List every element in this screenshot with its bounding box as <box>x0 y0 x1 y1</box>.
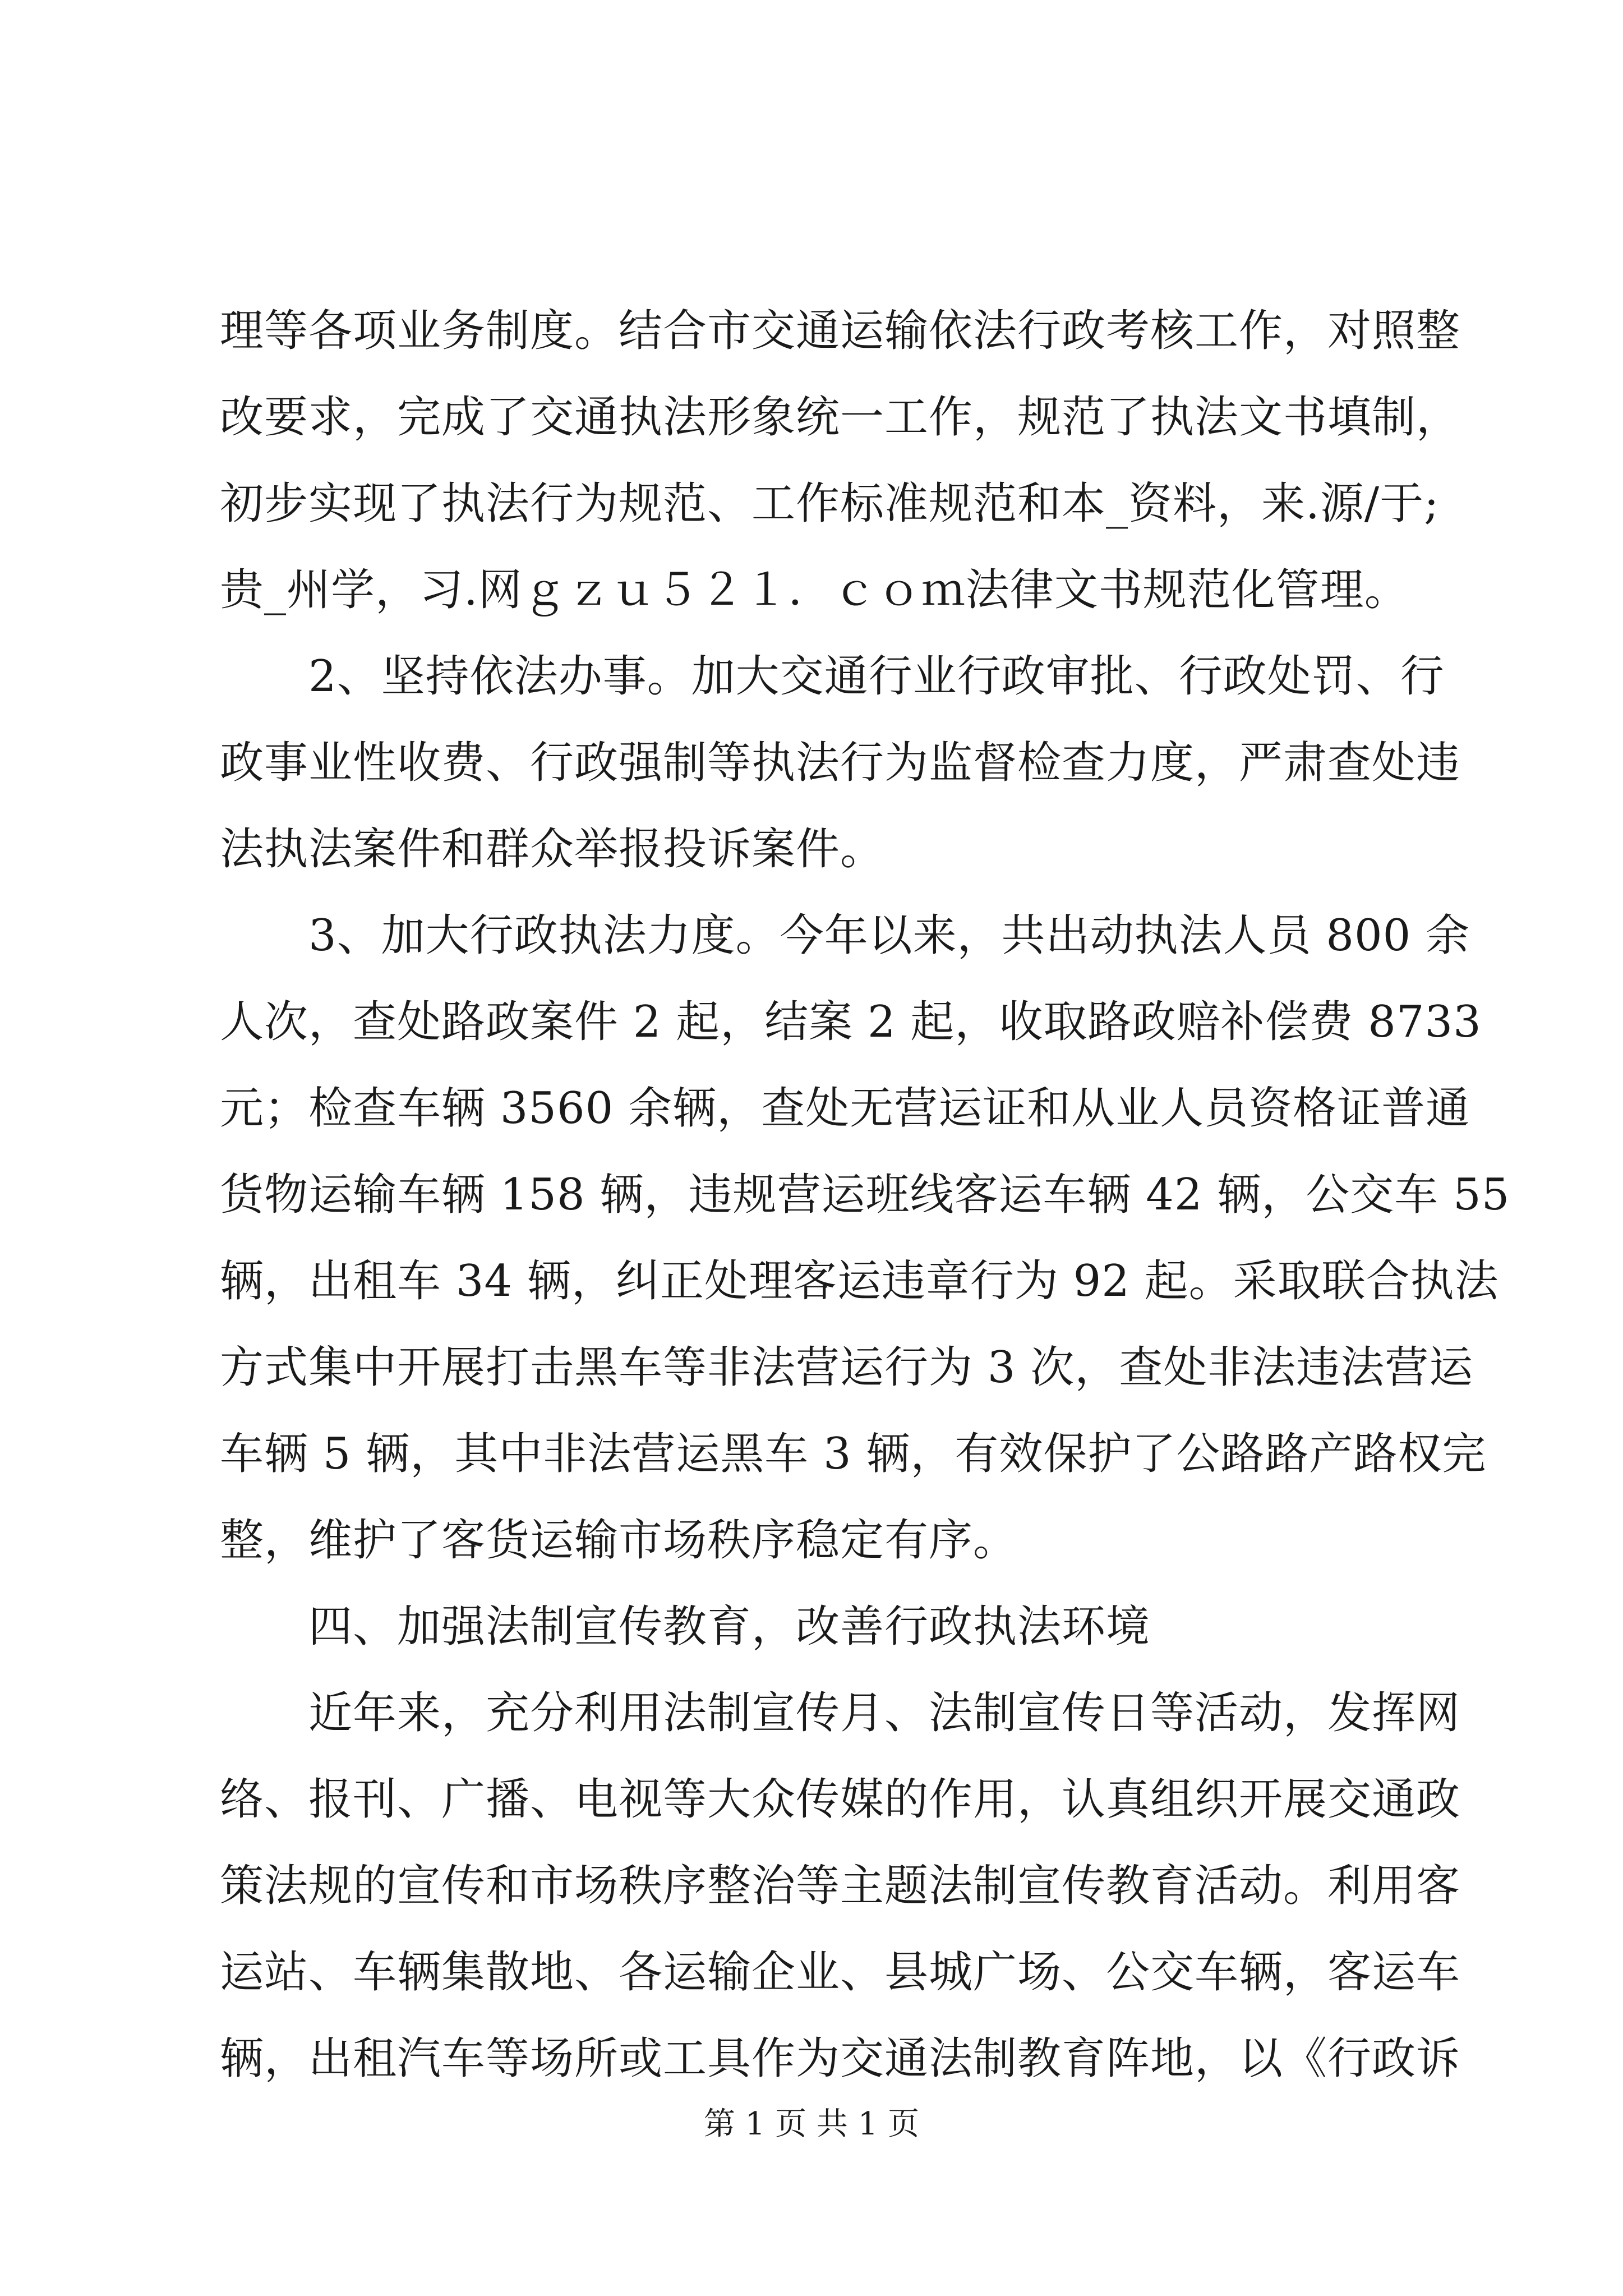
section-heading: 四、加强法制宣传教育，改善行政执法环境 <box>220 1602 1151 1652</box>
text-line: 货物运输车辆 158 辆，违规营运班线客运车辆 42 辆，公交车 55 <box>220 1170 1510 1220</box>
text-line: 近年来，充分利用法制宣传月、法制宣传日等活动，发挥网 <box>220 1688 1461 1738</box>
text-line: 改要求，完成了交通执法形象统一工作，规范了执法文书填制， <box>220 392 1461 443</box>
text-line: 整，维护了客货运输市场秩序稳定有序。 <box>220 1515 1018 1566</box>
text-line: 方式集中开展打击黑车等非法营运行为 3 次，查处非法违法营运 <box>220 1342 1474 1393</box>
text-line: 运站、车辆集散地、各运输企业、县城广场、公交车辆，客运车 <box>220 1947 1461 1998</box>
text-line: 法执法案件和群众举报投诉案件。 <box>220 824 885 875</box>
text-line: 辆，出租汽车等场所或工具作为交通法制教育阵地，以《行政诉 <box>220 2033 1461 2084</box>
text-line: 理等各项业务制度。结合市交通运输依法行政考核工作，对照整 <box>220 306 1461 356</box>
text-line: 3、加大行政执法力度。今年以来，共出动执法人员 800 余 <box>220 910 1470 961</box>
text-line: 政事业性收费、行政强制等执法行为监督检查力度，严肃查处违 <box>220 738 1461 788</box>
text-line: 人次，查处路政案件 2 起，结案 2 起，收取路政赔补偿费 8733 <box>220 997 1482 1047</box>
page-footer: 第 1 页 共 1 页 <box>703 2106 920 2142</box>
text-line: 2、坚持依法办事。加大交通行业行政审批、行政处罚、行 <box>220 651 1445 702</box>
text-line: 策法规的宣传和市场秩序整治等主题法制宣传教育活动。利用客 <box>220 1861 1461 1911</box>
text-line: 初步实现了执法行为规范、工作标准规范和本_资料，来.源/于; <box>220 478 1440 529</box>
text-line: 辆，出租车 34 辆，纠正处理客运违章行为 92 起。采取联合执法 <box>220 1256 1499 1306</box>
text-line: 贵_州学，习.网ｇｚｕ５２１．ｃｏｍ法律文书规范化管理。 <box>220 565 1409 615</box>
text-line: 络、报刊、广播、电视等大众传媒的作用，认真组织开展交通政 <box>220 1774 1461 1825</box>
text-line: 元；检查车辆 3560 余辆，查处无营运证和从业人员资格证普通 <box>220 1083 1470 1134</box>
text-line: 车辆 5 辆，其中非法营运黑车 3 辆，有效保护了公路路产路权完 <box>220 1429 1487 1479</box>
